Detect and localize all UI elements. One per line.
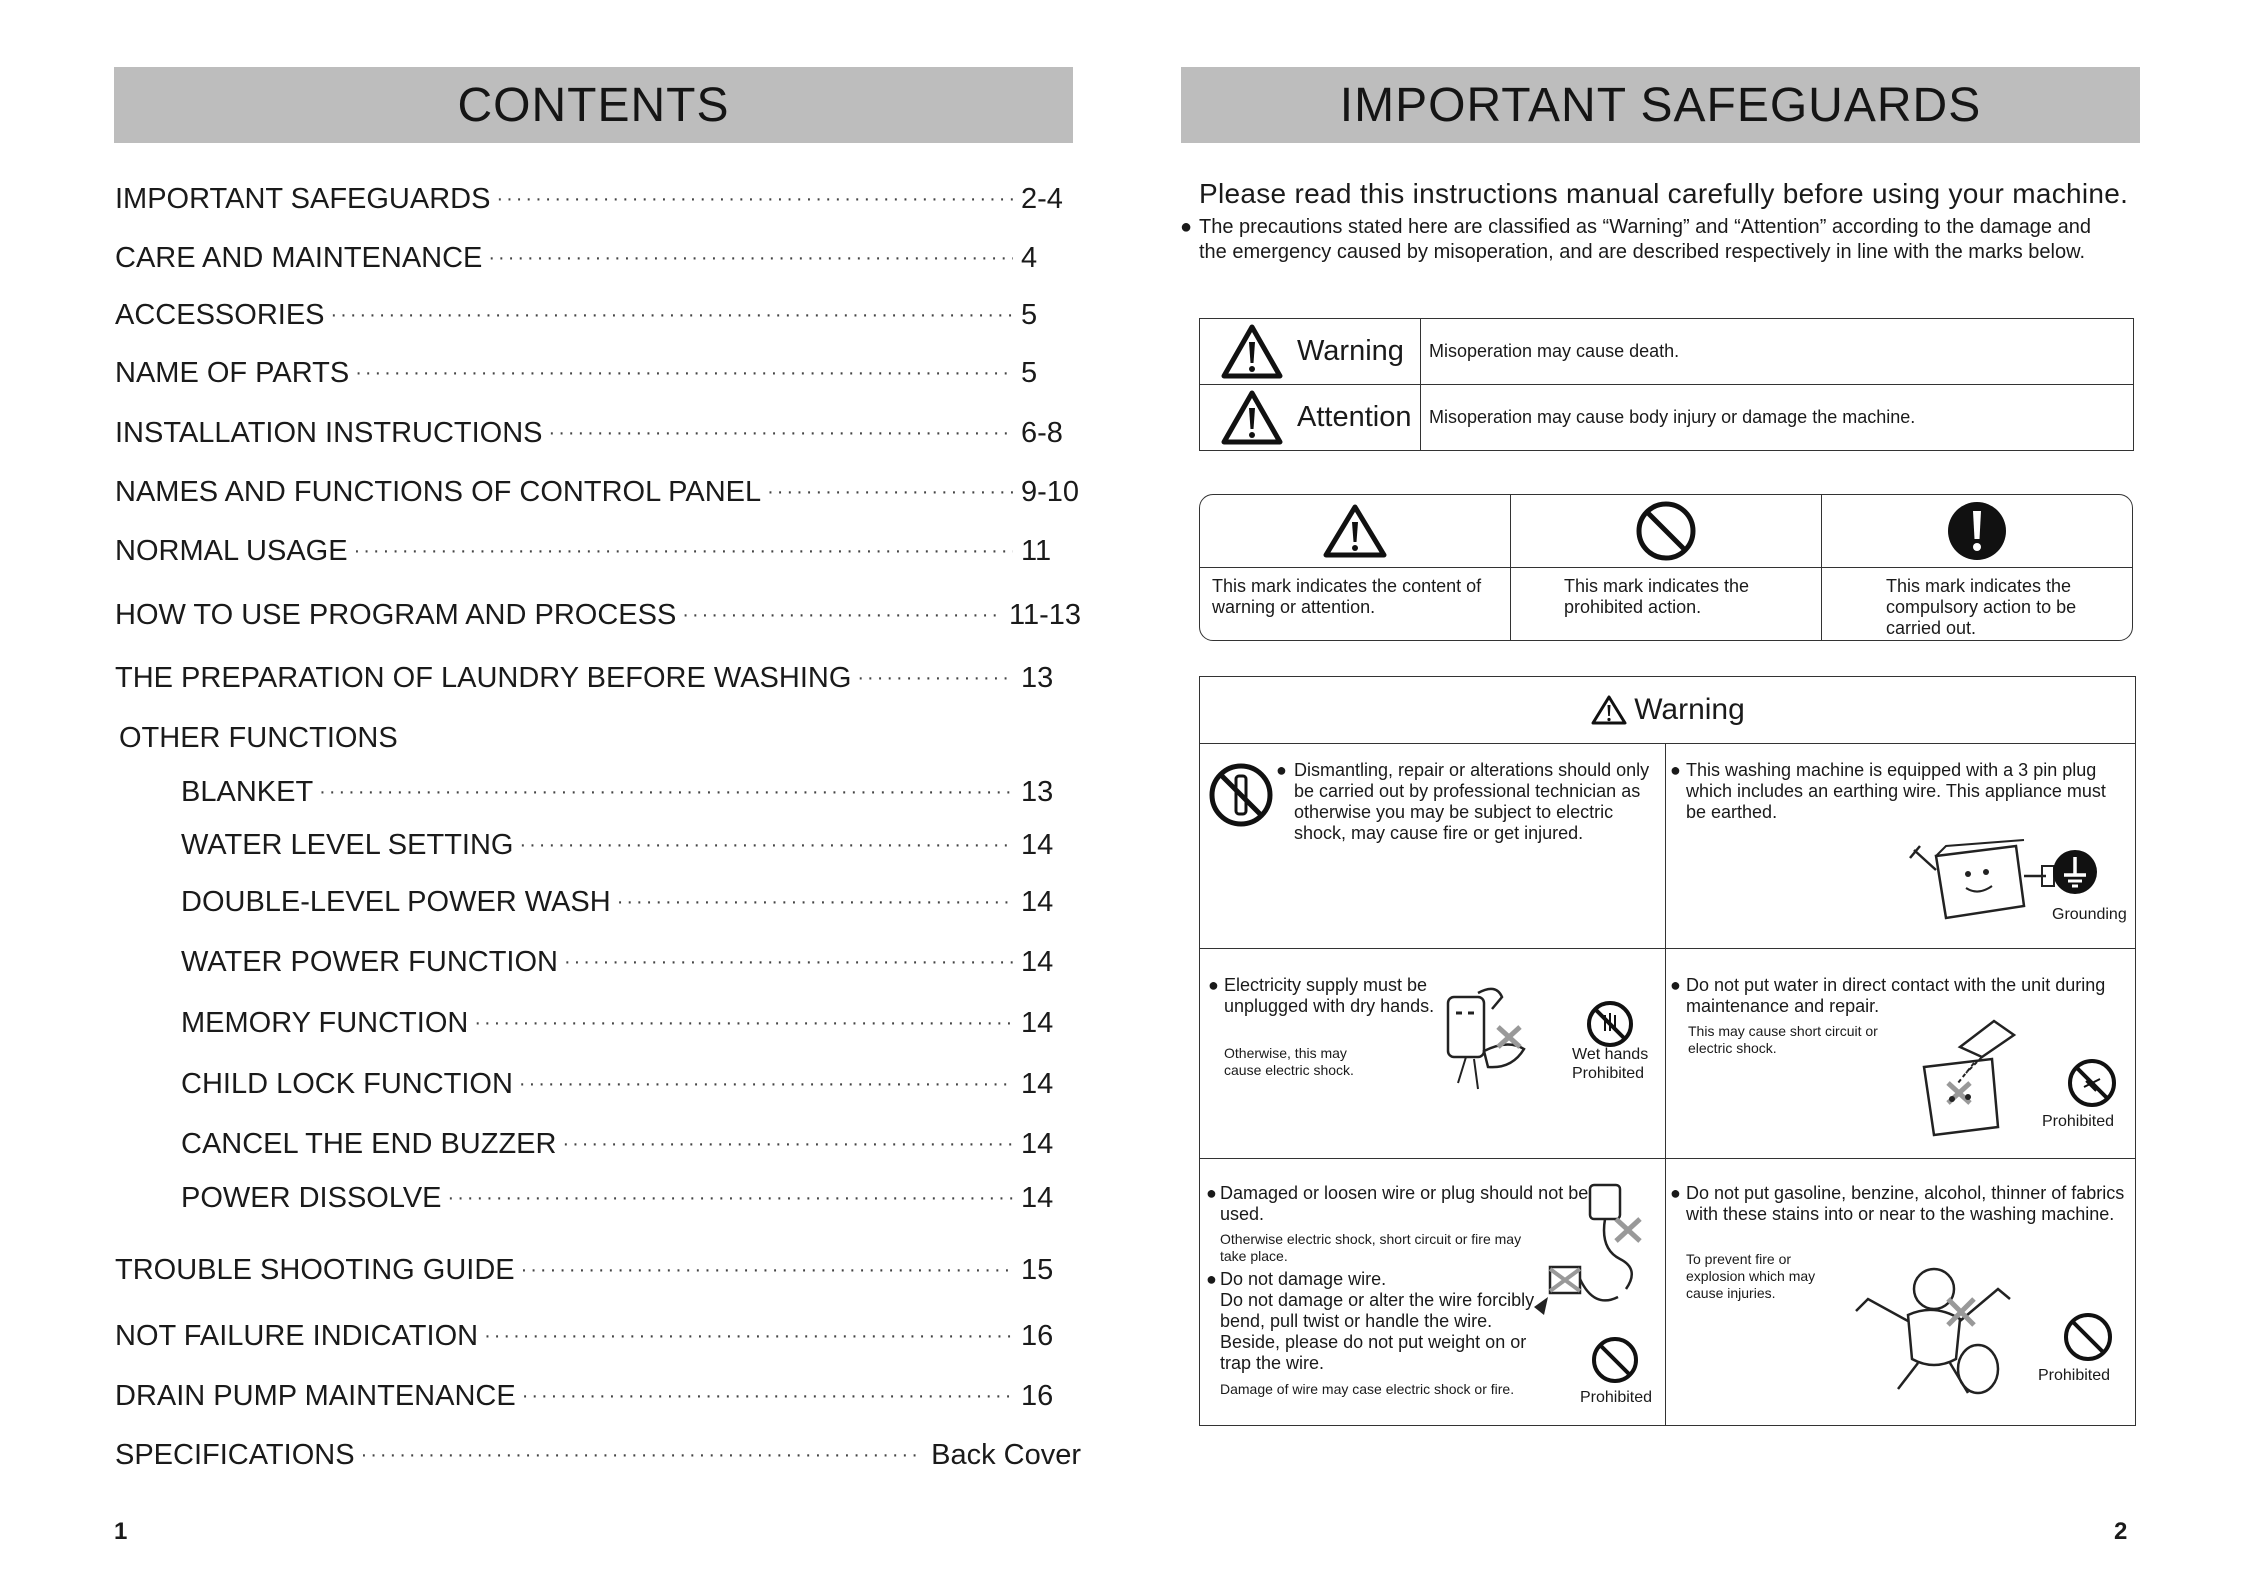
toc-leader: [474, 1012, 1013, 1035]
warning-text: Do not put water in direct contact with the unit during maintenance and repair.: [1686, 975, 2106, 1016]
toc-entry[interactable]: [115, 295, 1081, 335]
warning-triangle-icon: [1322, 503, 1388, 559]
damaged-wire-illustration: [1530, 1179, 1660, 1329]
legend-label-cell: [1200, 385, 1421, 451]
toc-page: 14: [1021, 1127, 1054, 1160]
mark-compulsory: [1822, 495, 2132, 640]
fleeing-person-illustration: [1838, 1259, 2014, 1401]
toc-entry[interactable]: [115, 238, 1081, 278]
toc-page: 14: [1021, 885, 1054, 918]
toc-label: NAMES AND FUNCTIONS OF CONTROL PANEL: [115, 475, 762, 508]
toc-page: 15: [1021, 1253, 1054, 1286]
bullet-icon: ●: [1670, 760, 1681, 780]
toc-subentry[interactable]: [181, 825, 1081, 865]
mark-prohibited: [1511, 495, 1822, 640]
toc-label: CARE AND MAINTENANCE: [115, 241, 483, 274]
bullet-icon: ●: [1670, 975, 1681, 995]
toc-entry[interactable]: [115, 353, 1081, 393]
watering-illustration: [1904, 1007, 2044, 1147]
toc-leader: [496, 188, 1013, 211]
warning-note: Otherwise electric shock, short circuit or fire may take place.: [1220, 1231, 1522, 1264]
toc-label: BLANKET: [181, 775, 314, 808]
legend-row-attention: [1200, 385, 2134, 451]
toc-subentry[interactable]: [181, 772, 1081, 812]
toc-leader: [488, 247, 1013, 270]
toc-leader: [521, 1259, 1013, 1282]
warning-cell-water: [1666, 949, 2135, 1159]
contents-title: CONTENTS: [114, 67, 1073, 143]
toc-page: 14: [1021, 1067, 1054, 1100]
toc-page: 14: [1021, 945, 1054, 978]
toc-entry[interactable]: [115, 472, 1081, 512]
warning-title-text: Warning: [1634, 693, 1745, 726]
no-disassembly-icon: [1208, 762, 1274, 828]
toc-leader: [355, 362, 1013, 385]
bullet-icon: ●: [1180, 216, 1193, 238]
warning-note-2: Damage of wire may case electric shock or fire.: [1220, 1381, 1515, 1397]
warning-note: This may cause short circuit or electric shock.: [1688, 1023, 1878, 1056]
toc-page: 14: [1021, 1006, 1054, 1039]
toc-page: 4: [1021, 241, 1038, 274]
toc-label: INSTALLATION INSTRUCTIONS: [115, 416, 543, 449]
toc-page: 9-10: [1021, 475, 1080, 508]
toc-entry[interactable]: [115, 658, 1081, 698]
toc-leader: [522, 1385, 1013, 1408]
legend-name: Warning: [1297, 335, 1404, 367]
bullet-icon: ●: [1670, 1183, 1681, 1203]
toc-label: DOUBLE-LEVEL POWER WASH: [181, 885, 611, 918]
illustration-caption: Grounding: [2052, 906, 2127, 923]
toc-label: TROUBLE SHOOTING GUIDE: [115, 1253, 515, 1286]
toc-leader: [319, 781, 1013, 804]
illustration-caption: Prohibited: [2038, 1367, 2111, 1384]
toc-page: Back Cover: [931, 1438, 1081, 1471]
toc-page: 11-13: [1008, 598, 1081, 631]
toc-label: DRAIN PUMP MAINTENANCE: [115, 1379, 516, 1412]
toc-page: 11: [1021, 534, 1052, 567]
toc-subentry[interactable]: [181, 942, 1081, 982]
legend-label-cell: [1200, 319, 1421, 385]
toc-entry[interactable]: [115, 179, 1081, 219]
warning-text: This washing machine is equipped with a 3 pin plug which includes an earthing wire. This appliance must be earthed.: [1686, 760, 2106, 822]
warning-text: Do not put gasoline, benzine, alcohol, thinner of fabrics with these stains into or near to the washing machine.: [1686, 1183, 2125, 1224]
toc-entry[interactable]: [115, 1376, 1081, 1416]
toc-leader: [767, 481, 1013, 504]
bullet-icon: ●: [1206, 1269, 1217, 1289]
warning-cell-dismantling: [1200, 744, 1666, 949]
grounding-icon: [2051, 848, 2099, 896]
legend-row-warning: [1200, 319, 2134, 385]
warning-cell-gasoline: [1666, 1159, 2135, 1425]
marks-legend: [1199, 494, 2133, 641]
mark-description: This mark indicates the content of warning or attention.: [1212, 576, 1482, 617]
toc-label: NORMAL USAGE: [115, 534, 348, 567]
mark-description: This mark indicates the prohibited action.: [1564, 576, 1750, 617]
toc-entry[interactable]: [115, 1250, 1081, 1290]
illustration-caption: Prohibited: [1580, 1389, 1653, 1406]
warning-text: Damaged or loosen wire or plug should not be used.: [1220, 1183, 1589, 1224]
toc-label: ACCESSORIES: [115, 298, 325, 331]
warning-text: Electricity supply must be unplugged with dry hands.: [1224, 975, 1435, 1016]
toc-label: MEMORY FUNCTION: [181, 1006, 469, 1039]
toc-leader: [361, 1444, 924, 1467]
warning-text-3: Do not damage or alter the wire forcibly bend, pull twist or handle the wire. Beside, please do not put weight on or trap the wire.: [1220, 1290, 1535, 1373]
other-functions-heading: OTHER FUNCTIONS: [119, 722, 398, 754]
toc-subentry[interactable]: [181, 1064, 1081, 1104]
prohibited-icon: [2062, 1311, 2114, 1363]
bullet-icon: ●: [1206, 1183, 1217, 1203]
toc-label: SPECIFICATIONS: [115, 1438, 355, 1471]
toc-page: 5: [1021, 298, 1038, 331]
washing-machine-illustration: [1906, 836, 2056, 926]
compulsory-icon: [1946, 500, 2008, 562]
toc-label: WATER LEVEL SETTING: [181, 828, 514, 861]
toc-leader: [564, 951, 1013, 974]
wet-hands-prohibited-icon: [1585, 999, 1635, 1049]
toc-entry[interactable]: [115, 531, 1081, 571]
toc-page: 13: [1021, 775, 1054, 808]
illustration-caption: Prohibited: [2042, 1113, 2115, 1130]
toc-entry[interactable]: [115, 413, 1081, 453]
toc-leader: [331, 304, 1014, 327]
warning-cell-wire: [1200, 1159, 1666, 1425]
legend-description: Misoperation may cause death.: [1421, 319, 2134, 385]
warning-text-2: Do not damage wire.: [1220, 1269, 1387, 1289]
warning-triangle-icon: [1221, 324, 1283, 380]
intro-text: Please read this instructions manual carefully before using your machine.: [1199, 178, 2129, 209]
attention-triangle-icon: [1221, 390, 1283, 446]
warning-section: [1199, 676, 2136, 1426]
precaution-text: The precautions stated here are classified as “Warning” and “Attention” according to the damage and the emergency caused by misoperation, and are described respectively in line with the marks below.: [1199, 216, 2091, 263]
toc-subentry[interactable]: [181, 1178, 1081, 1218]
toc-subentry[interactable]: [181, 882, 1081, 922]
bullet-icon: ●: [1276, 760, 1287, 780]
toc-page: 2-4: [1021, 182, 1063, 215]
toc-page: 6-8: [1021, 416, 1063, 449]
toc-label: CANCEL THE END BUZZER: [181, 1127, 557, 1160]
toc-leader: [354, 540, 1013, 563]
toc-leader: [549, 422, 1013, 445]
warning-cell-wet-hands: [1200, 949, 1666, 1159]
toc-label: CHILD LOCK FUNCTION: [181, 1067, 513, 1100]
unplugging-illustration: [1428, 979, 1538, 1109]
toc-label: IMPORTANT SAFEGUARDS: [115, 182, 491, 215]
toc-entry[interactable]: [115, 1316, 1081, 1356]
warning-note: Otherwise, this may cause electric shock.: [1224, 1045, 1354, 1078]
warning-note: To prevent fire or explosion which may cause injuries.: [1686, 1251, 1816, 1301]
toc-page: 13: [1021, 661, 1054, 694]
toc-label: WATER POWER FUNCTION: [181, 945, 558, 978]
toc-leader: [484, 1325, 1013, 1348]
toc-entry[interactable]: [115, 1435, 1081, 1475]
toc-label: NOT FAILURE INDICATION: [115, 1319, 479, 1352]
toc-leader: [617, 891, 1013, 914]
warning-cell-grounding: [1666, 744, 2135, 949]
warning-triangle-icon: [1590, 694, 1628, 726]
toc-leader: [682, 604, 1001, 627]
warning-section-title: [1200, 677, 2135, 744]
legend-table: [1199, 318, 2134, 451]
toc-label: NAME OF PARTS: [115, 356, 350, 389]
mark-warning: [1200, 495, 1511, 640]
toc-label: POWER DISSOLVE: [181, 1181, 442, 1214]
page-number-right: 2: [2114, 1518, 2128, 1545]
toc-subentry[interactable]: [181, 1003, 1081, 1043]
toc-label: HOW TO USE PROGRAM AND PROCESS: [115, 598, 677, 631]
precaution-paragraph: [1180, 215, 2120, 265]
toc-entry[interactable]: [115, 595, 1081, 635]
safeguards-title: IMPORTANT SAFEGUARDS: [1181, 67, 2140, 143]
toc-page: 16: [1021, 1319, 1054, 1352]
prohibited-icon: [1635, 500, 1697, 562]
illustration-caption: Wet hands Prohibited: [1572, 1046, 1649, 1082]
toc-leader: [562, 1133, 1013, 1156]
toc-label: THE PREPARATION OF LAUNDRY BEFORE WASHING: [115, 661, 852, 694]
toc-leader: [519, 1073, 1013, 1096]
mark-description: This mark indicates the compulsory action to be carried out.: [1886, 576, 2077, 638]
toc-subentry[interactable]: [181, 1124, 1081, 1164]
prohibited-icon: [1590, 1335, 1640, 1385]
bullet-icon: ●: [1208, 975, 1219, 995]
prohibited-icon: [2066, 1057, 2118, 1109]
page-number-left: 1: [114, 1518, 128, 1545]
toc-leader: [519, 834, 1013, 857]
toc-leader: [857, 667, 1013, 690]
legend-description: Misoperation may cause body injury or damage the machine.: [1421, 385, 2134, 451]
toc-page: 5: [1021, 356, 1038, 389]
toc-page: 14: [1021, 1181, 1054, 1214]
legend-name: Attention: [1297, 401, 1412, 433]
toc-leader: [448, 1187, 1013, 1210]
toc-page: 16: [1021, 1379, 1054, 1412]
toc-page: 14: [1021, 828, 1054, 861]
warning-text: Dismantling, repair or alterations should only be carried out by professional technician as otherwise you may be subject to electric shock, may cause fire or get injured.: [1294, 760, 1650, 843]
